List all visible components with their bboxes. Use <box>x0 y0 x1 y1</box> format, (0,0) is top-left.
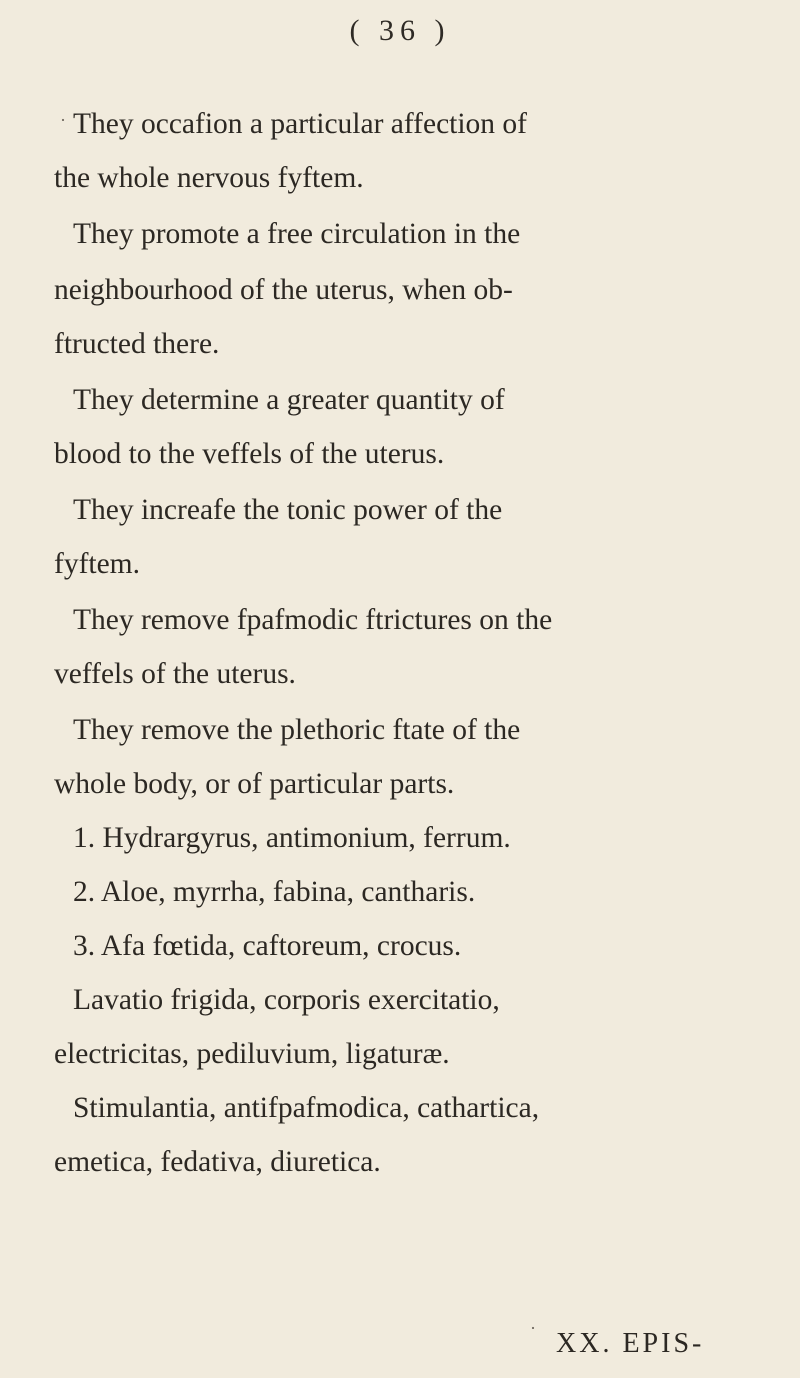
text-line: Stimulantia, antifpafmodica, cathartica, <box>73 1092 540 1124</box>
catchword: XX. EPIS- <box>556 1328 705 1359</box>
text-line: They occafion a particular affection of <box>73 108 528 140</box>
ink-speck-icon: · <box>530 1318 536 1338</box>
text-line: They increafe the tonic power of the <box>73 494 503 526</box>
text-line: ftructed there. <box>54 328 220 360</box>
text-line: veffels of the uterus. <box>54 658 296 690</box>
text-line: neighbourhood of the uterus, when ob- <box>54 274 513 306</box>
text-line: whole body, or of particular parts. <box>54 768 455 800</box>
ink-speck-icon: · <box>60 110 66 130</box>
text-line: blood to the veffels of the uterus. <box>54 438 445 470</box>
text-line: They promote a free circulation in the <box>73 218 521 250</box>
text-line: They determine a greater quantity of <box>73 384 505 416</box>
text-line: the whole nervous fyftem. <box>54 162 364 194</box>
list-item: 3. Afa fœtida, caftoreum, crocus. <box>73 930 462 962</box>
text-line: Lavatio frigida, corporis exercitatio, <box>73 984 500 1016</box>
text-line: electricitas, pediluvium, ligaturæ. <box>54 1038 450 1070</box>
list-item: 1. Hydrargyrus, antimonium, ferrum. <box>73 822 511 854</box>
text-line: They remove the plethoric ftate of the <box>73 714 521 746</box>
text-line: fyftem. <box>54 548 141 580</box>
text-line: emetica, fedativa, diuretica. <box>54 1146 381 1178</box>
page-number: ( 36 ) <box>349 14 451 47</box>
list-item: 2. Aloe, myrrha, fabina, cantharis. <box>73 876 476 908</box>
text-line: They remove fpafmodic ftrictures on the <box>73 604 553 636</box>
